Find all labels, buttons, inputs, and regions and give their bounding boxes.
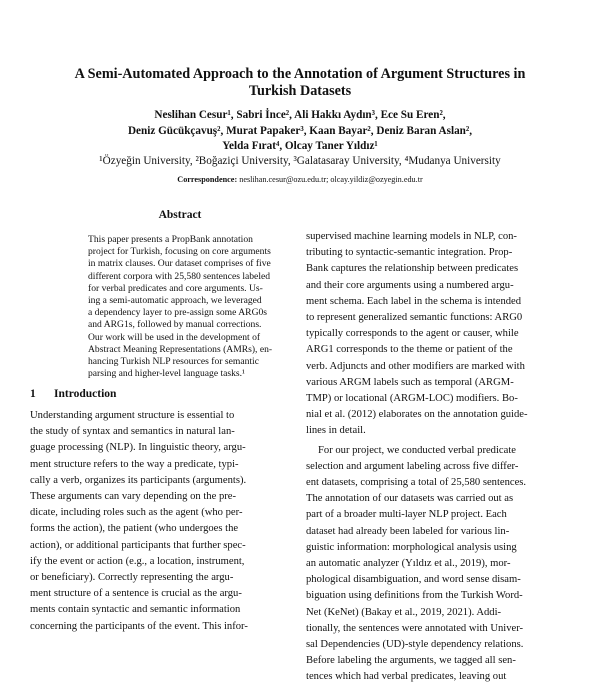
body-line: Before labeling the arguments, we tagged all sen-: [306, 655, 516, 667]
body-line: typically corresponds to the agent or causer, while: [306, 328, 519, 340]
body-line: the study of syntax and semantics in natural lan-: [30, 426, 235, 438]
body-line: biguation using definitions from the Turkish Word-: [306, 590, 523, 602]
abstract-line: parsing and higher-level language tasks.¹: [88, 368, 245, 380]
abstract-line: different corpora with 25,580 sentences labeled: [88, 270, 271, 282]
body-line: action), or additional participants that further spec-: [30, 539, 246, 551]
abstract-line: Abstract Meaning Representations (AMRs), en-: [88, 343, 273, 355]
body-line: various ARGM labels such as temporal (ARGM-: [306, 376, 514, 388]
body-line: ARG1 corresponds to the theme or patient of the: [306, 344, 513, 356]
section-number: 1: [30, 388, 36, 400]
author-line: Neslihan Cesur¹, Sabri İnce², Ali Hakkı Aydın³, Ece Su Eren²,: [154, 109, 446, 121]
body-line: part of a broader multi-layer NLP project. Each: [306, 509, 507, 521]
body-line: nial et al. (2012) elaborates on the annotation guide-: [306, 409, 528, 421]
body-line: forms the action), the patient (who undergoes the: [30, 523, 239, 535]
body-line: supervised machine learning models in NLP, con-: [306, 231, 517, 242]
body-line: guistic information: morphological analysis using: [306, 541, 517, 553]
body-line: to represent generalized semantic functions: ARG0: [306, 312, 523, 324]
affiliations: ¹Özyeğin University, ²Boğaziçi University, ³Galatasaray University, ⁴Mudanya University: [99, 155, 501, 167]
body-line: selection and argument labeling across five differ-: [306, 460, 519, 472]
body-line: Net (KeNet) (Bakay et al., 2019, 2021). Addi-: [306, 606, 502, 618]
body-line: These arguments can vary depending on the pre-: [30, 491, 237, 503]
body-line: Understanding argument structure is essential to: [30, 410, 235, 421]
body-line: phological disambiguation, and word sense disam-: [306, 574, 521, 586]
abstract-line: hancing Turkish NLP resources for semantic: [88, 356, 259, 368]
abstract-line: a dependency layer to pre-assign some ARG0s: [88, 307, 268, 319]
body-line: sal Dependencies (UD)-style dependency relations.: [306, 639, 524, 651]
body-line: and their core arguments using a numbered argu-: [306, 279, 514, 291]
left-column-body: [30, 408, 306, 635]
body-line: ments contain syntactic and semantic information: [30, 604, 241, 616]
section-title: Introduction: [54, 388, 117, 400]
body-line: TMP) or locational (ARGM-LOC) modifiers. Bo-: [306, 393, 518, 405]
body-line: an automatic analyzer (Yıldız et al., 2019), mor-: [306, 558, 511, 570]
body-line: cally a verb, organizes its participants (arguments).: [30, 474, 247, 486]
abstract-body: [88, 234, 284, 380]
body-line: tributing to syntactic-semantic integration. Prop-: [306, 247, 513, 259]
author-line: Deniz Gücükçavuş², Murat Papaker³, Kaan Bayar², Deniz Baran Aslan²,: [127, 124, 473, 137]
body-line: For our project, we conducted verbal predicate: [318, 444, 516, 456]
correspondence-emails[interactable]: neslihan.cesur@ozu.edu.tr; olcay.yildiz@ozyegin.edu.tr: [239, 175, 423, 184]
body-line: tences which had verbal predicates, leaving out: [306, 671, 507, 683]
body-line: The annotation of our datasets was carried out as: [306, 493, 514, 505]
abstract-line: Our work will be used in the development of: [88, 331, 261, 343]
body-line: dataset had already been labeled for various lin-: [306, 525, 510, 537]
body-line: ent datasets, comprising a total of 25,580 sentences.: [306, 477, 527, 489]
author-line: Yelda Fırat⁴, Olcay Taner Yıldız¹: [222, 140, 378, 152]
title-line: Turkish Datasets: [248, 83, 352, 99]
body-line: dicate, including roles such as the agent (who per-: [30, 507, 243, 519]
body-line: ment structure refers to the way a predicate, typi-: [30, 458, 239, 470]
body-line: Bank captures the relationship between predicates: [306, 263, 519, 275]
paper-title: [40, 66, 560, 100]
abstract-line: for verbal predicates and core arguments. Us-: [88, 282, 263, 294]
correspondence: [40, 174, 560, 186]
abstract-heading: Abstract: [158, 209, 202, 221]
body-line: guage processing (NLP). In linguistic theory, argu-: [30, 442, 246, 454]
body-line: ment structure of a sentence is crucial as the argu-: [30, 588, 242, 600]
body-line: tionally, the sentences were annotated with Univer-: [306, 622, 524, 634]
body-line: lines in detail.: [306, 425, 366, 437]
abstract-line: in matrix clauses. Our dataset comprises of five: [88, 258, 271, 270]
abstract-line: ing a semi-automatic approach, we leveraged: [88, 295, 262, 307]
author-list: [40, 108, 560, 155]
section-heading-introduction: [30, 388, 116, 400]
right-column-body: [306, 229, 572, 686]
body-line: verb. Adjuncts and other modifiers are marked with: [306, 360, 525, 372]
abstract-line: This paper presents a PropBank annotation: [88, 234, 253, 245]
body-line: or beneficiary). Correctly representing the argu-: [30, 572, 234, 584]
correspondence-label: Correspondence:: [177, 175, 238, 184]
body-line: concerning the participants of the event. This infor-: [30, 620, 248, 632]
body-line: ify the event or action (e.g., a location, instrument,: [30, 555, 245, 567]
abstract-line: project for Turkish, focusing on core arguments: [88, 246, 271, 258]
title-line: A Semi-Automated Approach to the Annotation of Argument Structures in: [74, 66, 526, 82]
abstract-line: and ARG1s, followed by manual corrections.: [88, 319, 262, 331]
body-line: ment schema. Each label in the schema is intended: [306, 295, 522, 307]
